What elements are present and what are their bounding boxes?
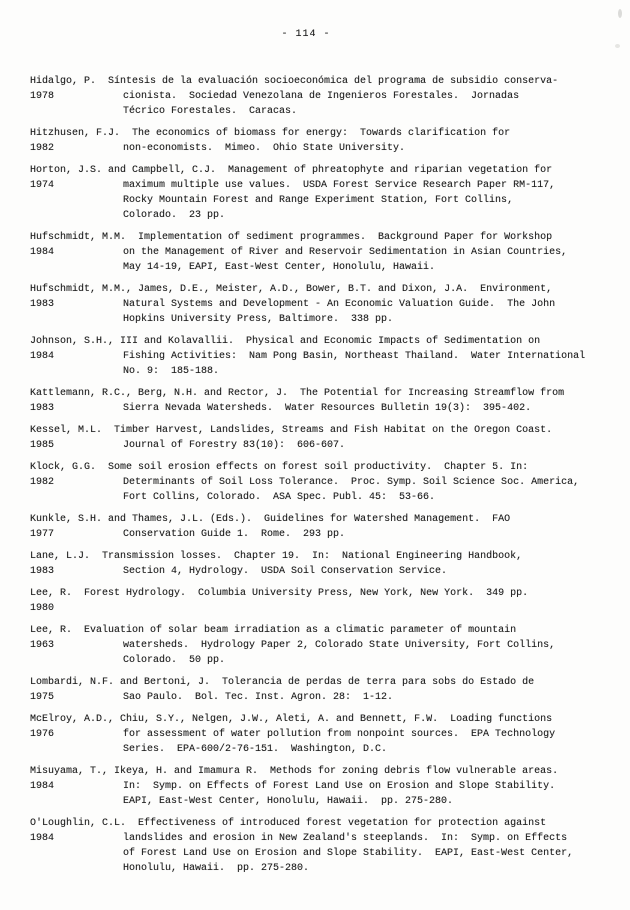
reference-authors: Johnson, S.H., III and Kolavallii. xyxy=(30,336,235,347)
reference-line: EAPI, East-West Center, Honolulu, Hawaii. pp. 275-280. xyxy=(123,796,454,807)
reference-line: Sao Paulo. Bol. Tec. Inst. Agron. 28: 1-12. xyxy=(123,692,394,703)
reference-first-line xyxy=(30,423,620,438)
reference-title-start: Loading functions xyxy=(450,714,553,725)
reference-entry xyxy=(30,712,620,757)
reference-year: 1984 xyxy=(30,833,55,844)
reference-first-line xyxy=(30,712,620,727)
reference-line: May 14-19, EAPI, East-West Center, Honolulu, Hawaii. xyxy=(123,262,436,273)
reference-line: No. 9: 185-188. xyxy=(123,366,220,377)
reference-first-line xyxy=(30,816,620,831)
reference-year: 1984 xyxy=(30,781,55,792)
reference-body xyxy=(30,601,620,616)
reference-continuation xyxy=(123,297,620,327)
reference-authors: Kunkle, S.H. and Thames, J.L. (Eds.). xyxy=(30,514,253,525)
reference-title-start: Timber Harvest, Landslides, Streams and Fish Habitat on the Oregon Coast. xyxy=(114,425,553,436)
reference-title-start: Síntesis de la evaluación socioeconómica del programa de subsidio conserva- xyxy=(108,76,559,87)
reference-authors: Hitzhusen, F.J. xyxy=(30,128,121,139)
reference-authors: O'Loughlin, C.L. xyxy=(30,818,127,829)
reference-year: 1983 xyxy=(30,403,55,414)
reference-first-line xyxy=(30,282,620,297)
reference-continuation xyxy=(123,690,620,705)
reference-entry xyxy=(30,126,620,156)
reference-first-line xyxy=(30,549,620,564)
reference-title-start: Tolerancia de perdas de terra para sobs do Estado de xyxy=(222,677,535,688)
reference-year: 1984 xyxy=(30,247,55,258)
reference-line: In: Symp. on Effects of Forest Land Use on Erosion and Slope Stability. xyxy=(123,781,556,792)
reference-first-line xyxy=(30,460,620,475)
reference-entry xyxy=(30,230,620,275)
reference-entry xyxy=(30,163,620,223)
reference-authors: Kattlemann, R.C., Berg, N.H. and Rector, J. xyxy=(30,388,289,399)
reference-title-start: Transmission losses. Chapter 19. In: National Engineering Handbook, xyxy=(102,551,523,562)
reference-title-start: Methods for zoning debris flow vulnerable areas. xyxy=(270,766,559,777)
reference-entry xyxy=(30,423,620,453)
reference-title-start: Implementation of sediment programmes. Background Paper for Workshop xyxy=(138,232,553,243)
reference-continuation xyxy=(123,638,620,668)
reference-line: watersheds. Hydrology Paper 2, Colorado State University, Fort Collins, xyxy=(123,640,556,651)
reference-authors: Lombardi, N.F. and Bertoni, J. xyxy=(30,677,211,688)
reference-title-start: Forest Hydrology. Columbia University Press, New York, New York. 349 pp. xyxy=(84,588,529,599)
reference-line: landslides and erosion in New Zealand's steeplands. In: Symp. on Effects xyxy=(123,833,568,844)
reference-authors: Hufschmidt, M.M. xyxy=(30,232,127,243)
page-number: - 114 - xyxy=(281,29,331,40)
reference-line: cionista. Sociedad Venezolana de Ingenieros Forestales. Jornadas xyxy=(123,91,520,102)
reference-line: Fort Collins, Colorado. ASA Spec. Publ. 45: 53-66. xyxy=(123,492,436,503)
reference-continuation xyxy=(123,527,620,542)
reference-authors: Misuyama, T., Ikeya, H. and Imamura R. xyxy=(30,766,259,777)
reference-body xyxy=(30,245,620,275)
reference-list xyxy=(30,74,620,883)
reference-authors: Klock, G.G. xyxy=(30,462,97,473)
reference-first-line xyxy=(30,334,620,349)
reference-continuation xyxy=(123,349,620,379)
reference-continuation xyxy=(123,245,620,275)
reference-line: non-economists. Mimeo. Ohio State University. xyxy=(123,143,406,154)
reference-line: maximum multiple use values. USDA Forest Service Research Paper RM-117, xyxy=(123,180,556,191)
reference-year: 1977 xyxy=(30,529,55,540)
reference-continuation xyxy=(123,564,620,579)
reference-entry xyxy=(30,386,620,416)
reference-title-start: Management of phreatophyte and riparian vegetation for xyxy=(228,165,553,176)
reference-year: 1984 xyxy=(30,351,55,362)
reference-year: 1983 xyxy=(30,299,55,310)
reference-year: 1985 xyxy=(30,440,55,451)
reference-line: for assessment of water pollution from nonpoint sources. EPA Technology xyxy=(123,729,556,740)
reference-continuation xyxy=(123,178,620,223)
reference-authors: Lee, R. xyxy=(30,588,73,599)
reference-line: Colorado. 23 pp. xyxy=(123,210,226,221)
scan-artifact xyxy=(615,44,620,48)
reference-entry xyxy=(30,586,620,616)
reference-entry xyxy=(30,623,620,668)
reference-title-start: Effectiveness of introduced forest vegetation for protection against xyxy=(138,818,547,829)
reference-year: 1974 xyxy=(30,180,55,191)
reference-line: Series. EPA-600/2-76-151. Washington, D.C. xyxy=(123,744,388,755)
reference-line: Section 4, Hydrology. USDA Soil Conservation Service. xyxy=(123,566,448,577)
reference-year: 1983 xyxy=(30,566,55,577)
reference-authors: Horton, J.S. and Campbell, C.J. xyxy=(30,165,217,176)
reference-body xyxy=(30,178,620,223)
reference-body xyxy=(30,475,620,505)
reference-line: Journal of Forestry 83(10): 606-607. xyxy=(123,440,346,451)
reference-continuation xyxy=(123,779,620,809)
reference-first-line xyxy=(30,675,620,690)
reference-year: 1975 xyxy=(30,692,55,703)
reference-continuation xyxy=(123,89,620,119)
reference-continuation xyxy=(123,727,620,757)
reference-year: 1982 xyxy=(30,477,55,488)
reference-first-line xyxy=(30,230,620,245)
reference-body xyxy=(30,89,620,119)
reference-title-start: The Potential for Increasing Streamflow from xyxy=(300,388,565,399)
reference-first-line xyxy=(30,512,620,527)
reference-year: 1982 xyxy=(30,143,55,154)
reference-first-line xyxy=(30,764,620,779)
reference-line: Fishing Activities: Nam Pong Basin, Northeast Thailand. Water International xyxy=(123,351,586,362)
reference-authors: Lee, R. xyxy=(30,625,73,636)
reference-first-line xyxy=(30,386,620,401)
reference-body xyxy=(30,141,620,156)
reference-line: Colorado. 50 pp. xyxy=(123,655,226,666)
reference-authors: Hidalgo, P. xyxy=(30,76,97,87)
reference-line: Rocky Mountain Forest and Range Experiment Station, Fort Collins, xyxy=(123,195,514,206)
reference-continuation xyxy=(123,831,620,876)
reference-body xyxy=(30,401,620,416)
reference-body xyxy=(30,527,620,542)
reference-entry xyxy=(30,764,620,809)
reference-entry xyxy=(30,282,620,327)
reference-line: Hopkins University Press, Baltimore. 338 pp. xyxy=(123,314,394,325)
reference-title-start: Some soil erosion effects on forest soil productivity. Chapter 5. In: xyxy=(108,462,529,473)
reference-first-line xyxy=(30,623,620,638)
reference-line: Determinants of Soil Loss Tolerance. Proc. Symp. Soil Science Soc. America, xyxy=(123,477,580,488)
reference-authors: McElroy, A.D., Chiu, S.Y., Nelgen, J.W., Aleti, A. and Bennett, F.W. xyxy=(30,714,439,725)
reference-entry xyxy=(30,334,620,379)
reference-entry xyxy=(30,512,620,542)
reference-authors: Kessel, M.L. xyxy=(30,425,103,436)
reference-entry xyxy=(30,675,620,705)
reference-entry xyxy=(30,74,620,119)
reference-line: of Forest Land Use on Erosion and Slope Stability. EAPI, East-West Center, xyxy=(123,848,574,859)
reference-continuation xyxy=(123,141,620,156)
reference-body xyxy=(30,779,620,809)
reference-continuation xyxy=(123,475,620,505)
reference-title-start: Physical and Economic Impacts of Sedimentation on xyxy=(246,336,541,347)
reference-body xyxy=(30,564,620,579)
reference-title-start: Evaluation of solar beam irradiation as a climatic parameter of mountain xyxy=(84,625,517,636)
reference-first-line xyxy=(30,74,620,89)
reference-continuation xyxy=(123,438,620,453)
reference-title-start: Guidelines for Watershed Management. FAO xyxy=(264,514,511,525)
reference-continuation xyxy=(123,601,620,616)
reference-entry xyxy=(30,549,620,579)
reference-body xyxy=(30,690,620,705)
reference-body xyxy=(30,727,620,757)
reference-line: Técrico Forestales. Caracas. xyxy=(123,106,298,117)
reference-year: 1976 xyxy=(30,729,55,740)
reference-entry xyxy=(30,816,620,876)
reference-year: 1980 xyxy=(30,603,55,614)
reference-body xyxy=(30,831,620,876)
reference-year: 1963 xyxy=(30,640,55,651)
reference-title-start: Environment, xyxy=(480,284,553,295)
reference-authors: Lane, L.J. xyxy=(30,551,91,562)
reference-line: on the Management of River and Reservoir Sedimentation in Asian Countries, xyxy=(123,247,568,258)
reference-first-line xyxy=(30,163,620,178)
reference-body xyxy=(30,297,620,327)
reference-body xyxy=(30,638,620,668)
reference-line: Conservation Guide 1. Rome. 293 pp. xyxy=(123,529,346,540)
reference-entry xyxy=(30,460,620,505)
reference-continuation xyxy=(123,401,620,416)
reference-first-line xyxy=(30,126,620,141)
reference-body xyxy=(30,349,620,379)
reference-year: 1978 xyxy=(30,91,55,102)
reference-authors: Hufschmidt, M.M., James, D.E., Meister, A.D., Bower, B.T. and Dixon, J.A. xyxy=(30,284,469,295)
reference-line: Sierra Nevada Watersheds. Water Resources Bulletin 19(3): 395-402. xyxy=(123,403,532,414)
reference-body xyxy=(30,438,620,453)
reference-line: Honolulu, Hawaii. pp. 275-280. xyxy=(123,863,310,874)
reference-title-start: The economics of biomass for energy: Towards clarification for xyxy=(132,128,511,139)
reference-first-line xyxy=(30,586,620,601)
reference-line: Natural Systems and Development - An Economic Valuation Guide. The John xyxy=(123,299,556,310)
scan-artifact xyxy=(618,9,622,18)
